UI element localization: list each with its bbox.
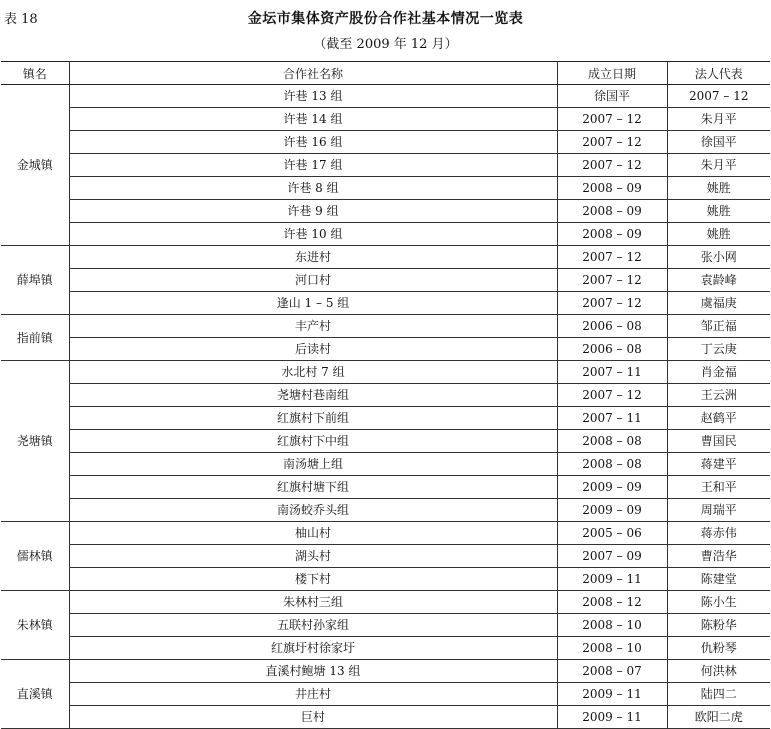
- coop-name-cell: 逢山 1 – 5 组: [69, 292, 557, 315]
- legal-rep-cell: 蒋赤伟: [667, 522, 770, 545]
- legal-rep-cell: 虞福庚: [667, 292, 770, 315]
- table-row: [1, 499, 770, 522]
- founded-date-cell: 2007 – 11: [557, 361, 667, 384]
- legal-rep-cell: 2007 – 12: [667, 85, 770, 108]
- table-row: [1, 85, 770, 108]
- founded-date-cell: 2008 – 08: [557, 453, 667, 476]
- coop-name-cell: 柚山村: [69, 522, 557, 545]
- founded-date-cell: 2008 – 09: [557, 177, 667, 200]
- column-header-founded-date: 成立日期: [557, 62, 667, 85]
- table-row: [1, 591, 770, 614]
- founded-date-cell: 2007 – 12: [557, 269, 667, 292]
- table-row: [1, 269, 770, 292]
- founded-date-cell: 2008 – 10: [557, 637, 667, 660]
- founded-date-cell: 2007 – 12: [557, 246, 667, 269]
- legal-rep-cell: 陈小生: [667, 591, 770, 614]
- founded-date-cell: 2008 – 08: [557, 430, 667, 453]
- founded-date-cell: 2007 – 12: [557, 108, 667, 131]
- legal-rep-cell: 丁云庚: [667, 338, 770, 361]
- legal-rep-cell: 仇粉琴: [667, 637, 770, 660]
- legal-rep-cell: 朱月平: [667, 108, 770, 131]
- coop-name-cell: 直溪村鲍塘 13 组: [69, 660, 557, 683]
- coop-name-cell: 丰产村: [69, 315, 557, 338]
- table-row: [1, 108, 770, 131]
- legal-rep-cell: 陈建堂: [667, 568, 770, 591]
- legal-rep-cell: 姚胜: [667, 223, 770, 246]
- town-cell: 指前镇: [1, 315, 69, 361]
- legal-rep-cell: 欧阳二虎: [667, 706, 770, 729]
- table-row: [1, 453, 770, 476]
- town-cell: 朱林镇: [1, 591, 69, 660]
- founded-date-cell: 2009 – 09: [557, 499, 667, 522]
- legal-rep-cell: 王和平: [667, 476, 770, 499]
- legal-rep-cell: 袁龄峰: [667, 269, 770, 292]
- town-cell: 金城镇: [1, 85, 69, 246]
- legal-rep-cell: 王云洲: [667, 384, 770, 407]
- coop-name-cell: 东进村: [69, 246, 557, 269]
- founded-date-cell: 2005 – 06: [557, 522, 667, 545]
- table-row: [1, 384, 770, 407]
- coop-name-cell: 南汤塘上组: [69, 453, 557, 476]
- table-row: [1, 361, 770, 384]
- table-row: [1, 568, 770, 591]
- legal-rep-cell: 姚胜: [667, 177, 770, 200]
- coop-name-cell: 尧塘村巷南组: [69, 384, 557, 407]
- table-row: [1, 131, 770, 154]
- table-body: [1, 85, 770, 729]
- table-title: 金坛市集体资产股份合作社基本情况一览表: [247, 11, 524, 27]
- founded-date-cell: 2009 – 11: [557, 706, 667, 729]
- legal-rep-cell: 陈粉华: [667, 614, 770, 637]
- coop-name-cell: 许巷 16 组: [69, 131, 557, 154]
- legal-rep-cell: 蒋建平: [667, 453, 770, 476]
- coop-name-cell: 朱林村三组: [69, 591, 557, 614]
- town-cell: 直溪镇: [1, 660, 69, 729]
- legal-rep-cell: 周瑞平: [667, 499, 770, 522]
- coop-name-cell: 南汤蛟乔头组: [69, 499, 557, 522]
- founded-date-cell: 2007 – 09: [557, 545, 667, 568]
- table-row: [1, 292, 770, 315]
- table-row: [1, 177, 770, 200]
- table-header: [1, 62, 770, 85]
- table-row: [1, 476, 770, 499]
- legal-rep-cell: 肖金福: [667, 361, 770, 384]
- coop-name-cell: 后读村: [69, 338, 557, 361]
- table-row: [1, 223, 770, 246]
- founded-date-cell: 2008 – 12: [557, 591, 667, 614]
- founded-date-cell: 2006 – 08: [557, 315, 667, 338]
- table-row: [1, 683, 770, 706]
- town-cell: 尧塘镇: [1, 361, 69, 522]
- legal-rep-cell: 徐国平: [667, 131, 770, 154]
- founded-date-cell: 2008 – 09: [557, 223, 667, 246]
- founded-date-cell: 2008 – 09: [557, 200, 667, 223]
- founded-date-cell: 2009 – 09: [557, 476, 667, 499]
- coop-name-cell: 红旗村下中组: [69, 430, 557, 453]
- coop-name-cell: 湖头村: [69, 545, 557, 568]
- founded-date-cell: 2007 – 12: [557, 384, 667, 407]
- legal-rep-cell: 曹国民: [667, 430, 770, 453]
- coop-name-cell: 巨村: [69, 706, 557, 729]
- coop-name-cell: 红旗村下前组: [69, 407, 557, 430]
- town-cell: 薛埠镇: [1, 246, 69, 315]
- coop-name-cell: 许巷 8 组: [69, 177, 557, 200]
- legal-rep-cell: 何洪林: [667, 660, 770, 683]
- table-row: [1, 660, 770, 683]
- table-subtitle: （截至 2009 年 12 月）: [313, 37, 458, 52]
- table-row: [1, 545, 770, 568]
- founded-date-cell: 2007 – 11: [557, 407, 667, 430]
- legal-rep-cell: 邹正福: [667, 315, 770, 338]
- coop-name-cell: 许巷 17 组: [69, 154, 557, 177]
- table-row: [1, 522, 770, 545]
- coop-name-cell: 许巷 9 组: [69, 200, 557, 223]
- coop-name-cell: 许巷 14 组: [69, 108, 557, 131]
- coop-name-cell: 楼下村: [69, 568, 557, 591]
- founded-date-cell: 2007 – 12: [557, 131, 667, 154]
- table-row: [1, 246, 770, 269]
- table-row: [1, 154, 770, 177]
- table-row: [1, 315, 770, 338]
- legal-rep-cell: 姚胜: [667, 200, 770, 223]
- legal-rep-cell: 朱月平: [667, 154, 770, 177]
- coop-name-cell: 许巷 13 组: [69, 85, 557, 108]
- founded-date-cell: 2007 – 12: [557, 292, 667, 315]
- founded-date-cell: 2007 – 12: [557, 154, 667, 177]
- town-cell: 儒林镇: [1, 522, 69, 591]
- column-header-town: 镇名: [1, 62, 69, 85]
- founded-date-cell: 2008 – 07: [557, 660, 667, 683]
- coop-name-cell: 许巷 10 组: [69, 223, 557, 246]
- table-row: [1, 338, 770, 361]
- coop-name-cell: 井庄村: [69, 683, 557, 706]
- founded-date-cell: 徐国平: [557, 85, 667, 108]
- table-row: [1, 706, 770, 729]
- founded-date-cell: 2008 – 10: [557, 614, 667, 637]
- coop-name-cell: 红旗圩村徐家圩: [69, 637, 557, 660]
- coop-name-cell: 五联村孙家组: [69, 614, 557, 637]
- column-header-legal-rep: 法人代表: [667, 62, 770, 85]
- table-row: [1, 614, 770, 637]
- header-row: [1, 62, 770, 85]
- legal-rep-cell: 赵鹤平: [667, 407, 770, 430]
- founded-date-cell: 2009 – 11: [557, 683, 667, 706]
- table-row: [1, 637, 770, 660]
- cooperatives-table: [1, 61, 770, 729]
- table-row: [1, 430, 770, 453]
- legal-rep-cell: 曹浩华: [667, 545, 770, 568]
- founded-date-cell: 2009 – 11: [557, 568, 667, 591]
- coop-name-cell: 河口村: [69, 269, 557, 292]
- coop-name-cell: 红旗村塘下组: [69, 476, 557, 499]
- legal-rep-cell: 陆四二: [667, 683, 770, 706]
- founded-date-cell: 2006 – 08: [557, 338, 667, 361]
- coop-name-cell: 水北村 7 组: [69, 361, 557, 384]
- table-row: [1, 407, 770, 430]
- table-row: [1, 200, 770, 223]
- legal-rep-cell: 张小网: [667, 246, 770, 269]
- column-header-coop-name: 合作社名称: [69, 62, 557, 85]
- table-number: 表 18: [4, 12, 38, 27]
